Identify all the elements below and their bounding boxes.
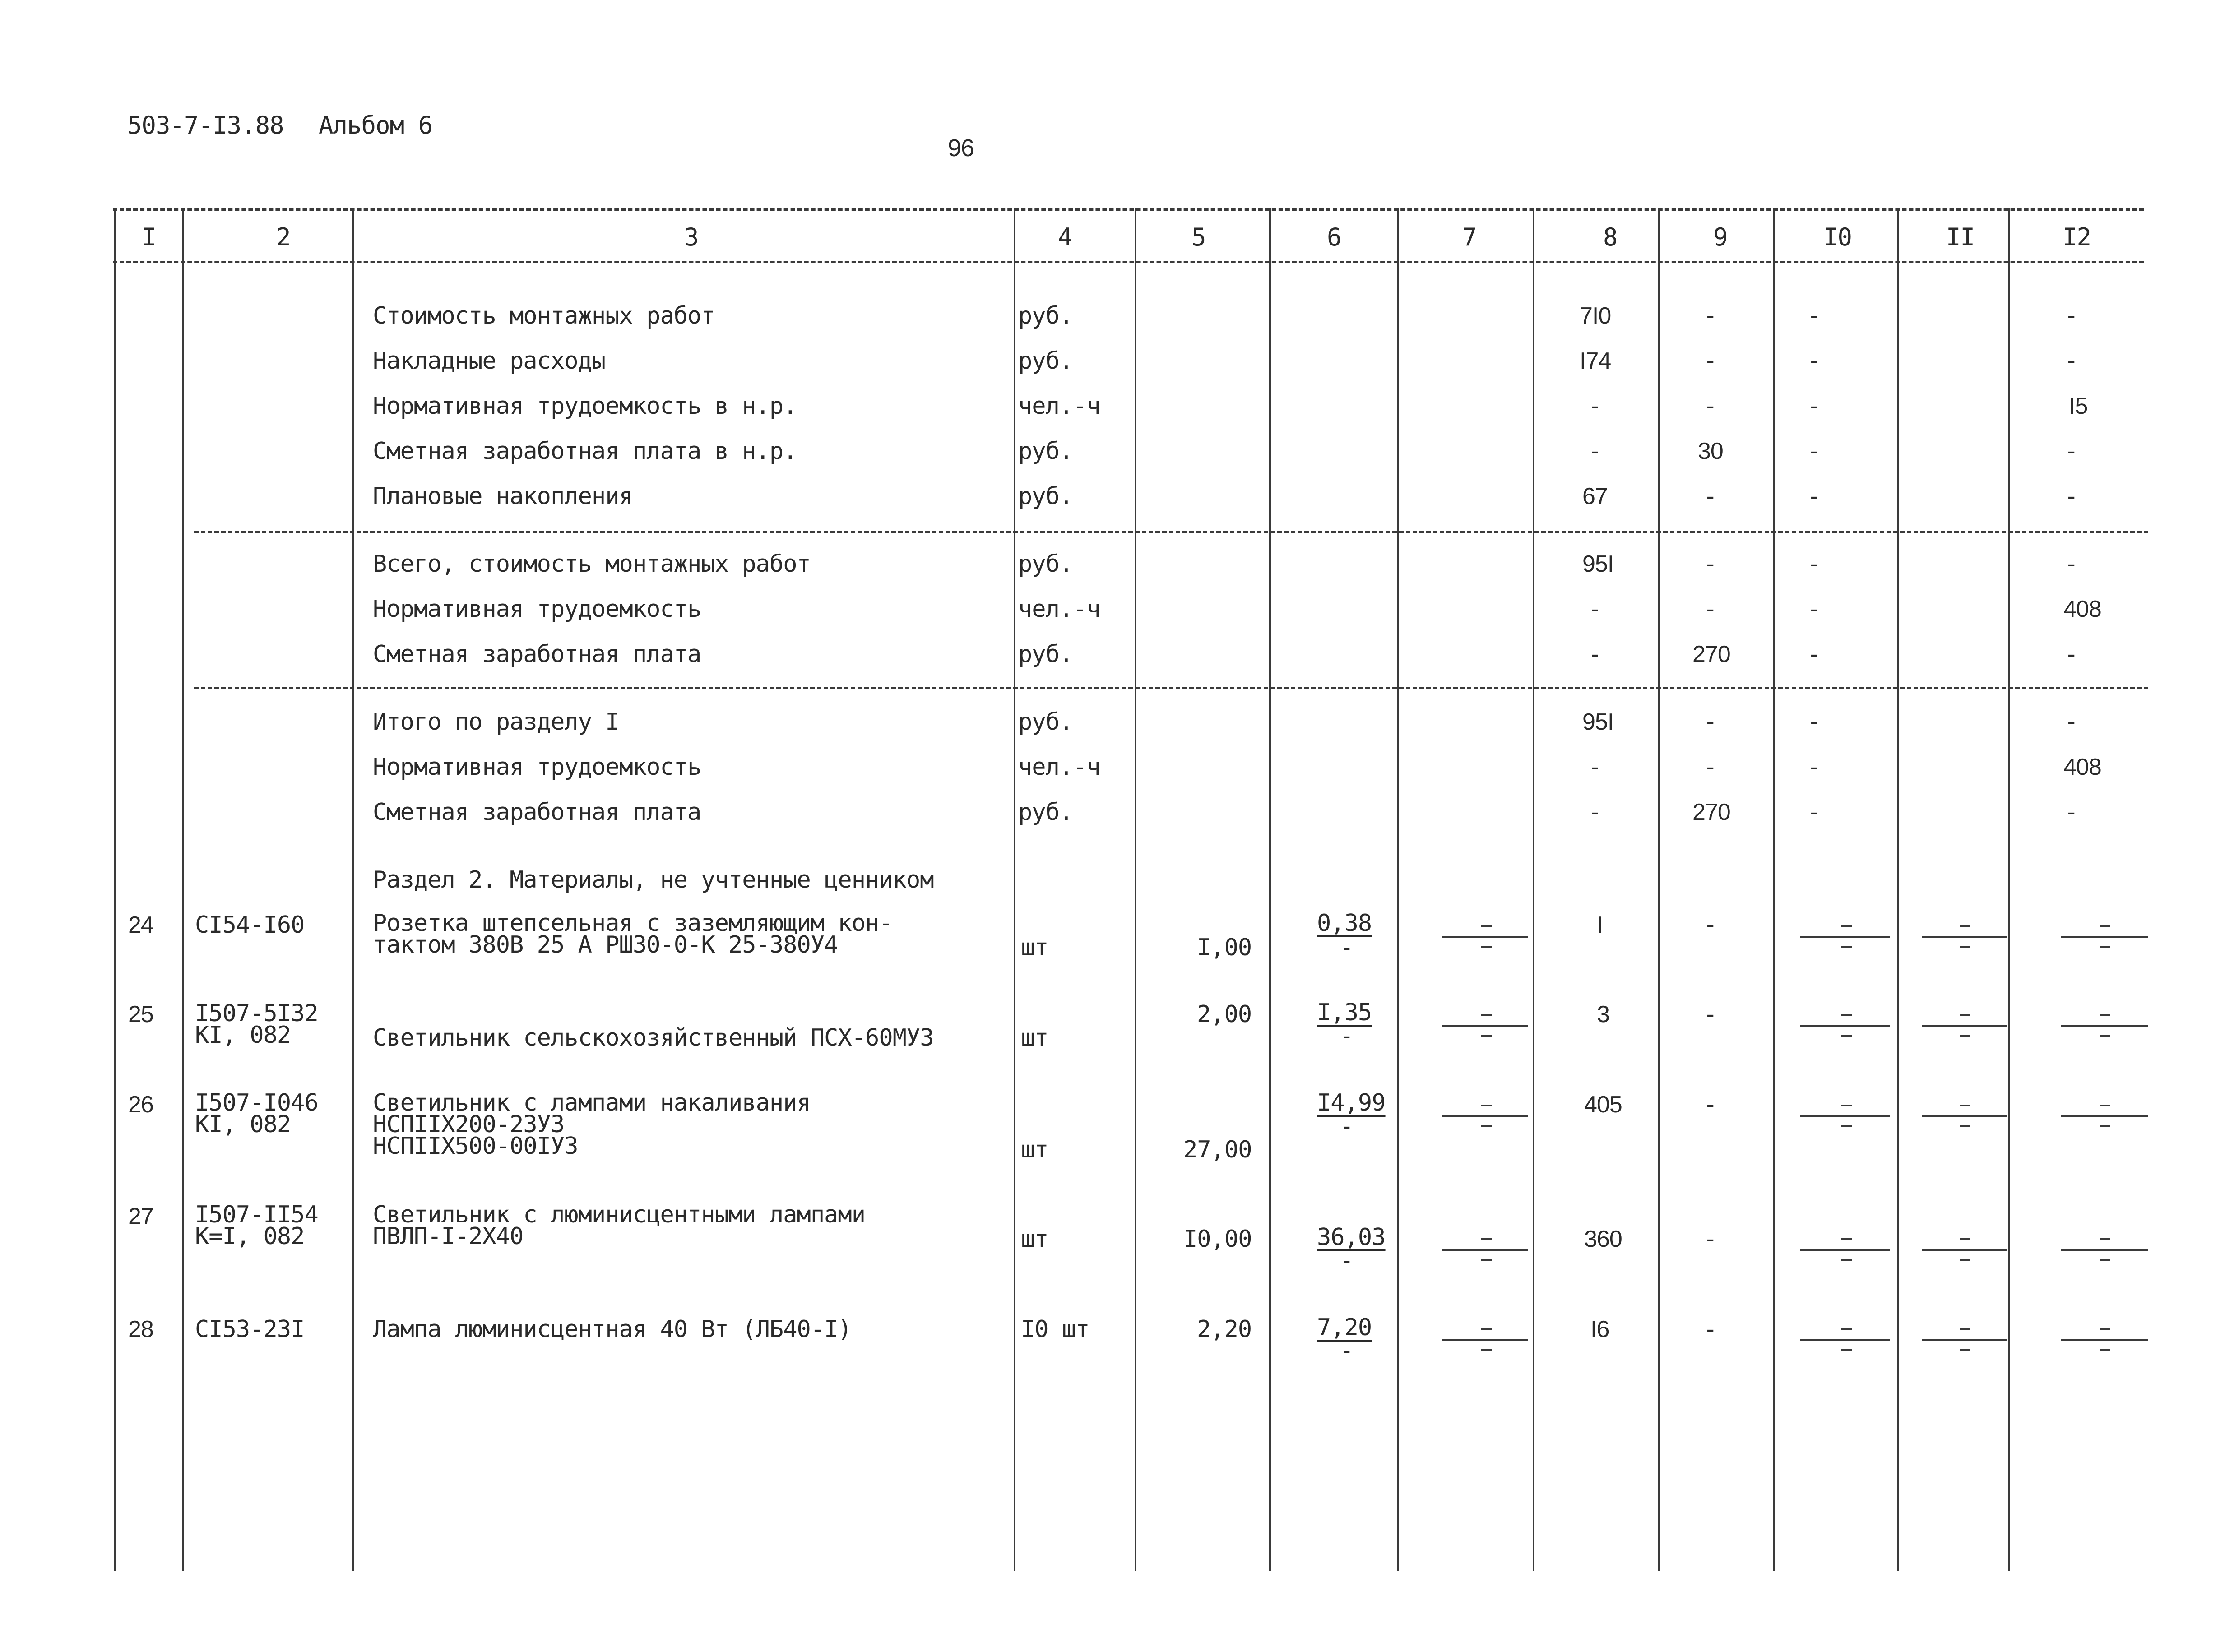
col-number: 9 <box>1713 223 1728 251</box>
cell-c8: - <box>1588 799 1602 826</box>
row-name: Нормативная трудоемкость в н.р. <box>373 393 797 420</box>
fraction-denominator-dash <box>1841 1259 1852 1261</box>
item-name-line: Лампа люминисцентная 40 Вт (ЛБ40-I) <box>373 1316 852 1343</box>
cell-c9: 270 <box>1692 799 1730 825</box>
fraction-numerator-dash <box>1960 1014 1970 1016</box>
fraction-denominator-dash <box>1960 1349 1970 1351</box>
item-qty: 2,20 <box>1197 1316 1252 1343</box>
item-code: I507-5I32 <box>195 1000 318 1027</box>
fraction-denominator-dash <box>1481 946 1492 948</box>
cell-c8: - <box>1588 438 1602 465</box>
row-name: Нормативная трудоемкость <box>373 596 701 623</box>
cell-c8: I74 <box>1580 348 1611 374</box>
row-unit: руб. <box>1018 302 1073 329</box>
fraction-line <box>1800 936 1890 938</box>
cell-c9: - <box>1703 1226 1717 1253</box>
item-name-line: ПВЛП-I-2X40 <box>373 1223 524 1250</box>
fraction-numerator-dash <box>1481 1328 1492 1330</box>
cell-c10: - <box>1807 551 1821 578</box>
fraction-numerator-dash <box>1960 1238 1970 1240</box>
item-unit: шт <box>1021 934 1048 961</box>
cell-c8: 95I <box>1582 709 1614 735</box>
page-number: 96 <box>948 134 974 162</box>
cell-c12: - <box>2064 483 2078 510</box>
item-name-line: НСПIIX500-00IУ3 <box>373 1133 578 1160</box>
fraction-denominator-dash <box>1960 1125 1970 1127</box>
col-number: I <box>142 223 156 251</box>
col-number: 4 <box>1058 223 1072 251</box>
col-number: 5 <box>1191 223 1206 251</box>
cell-c8: 3 <box>1597 1001 1609 1027</box>
item-name-line: Розетка штепсельная с заземляющим кон- <box>373 910 893 937</box>
row-unit: руб. <box>1018 641 1073 668</box>
cell-c8: I6 <box>1590 1316 1609 1342</box>
col-number: 7 <box>1462 223 1477 251</box>
fraction-line <box>1922 1339 2007 1341</box>
cell-c9: 30 <box>1698 438 1723 464</box>
row-unit: чел.-ч <box>1018 754 1100 781</box>
fraction-numerator-dash <box>1841 1105 1852 1106</box>
item-price: 36,03 <box>1317 1224 1386 1251</box>
cell-c8: 95I <box>1582 551 1614 577</box>
fraction-denominator-dash <box>1841 1125 1852 1127</box>
item-name-line: Светильник сельскохозяйственный ПСХ-60МУЗ <box>373 1024 934 1051</box>
item-qty: I,00 <box>1197 934 1252 961</box>
cell-c12: I5 <box>2069 393 2088 419</box>
col-border <box>1533 208 1534 1571</box>
fraction-numerator-dash <box>2100 1328 2110 1330</box>
col-border <box>1014 208 1015 1571</box>
block-separator <box>194 687 2148 689</box>
cell-c12: 408 <box>2063 754 2101 780</box>
cell-c8: - <box>1588 641 1602 668</box>
cell-c10: - <box>1807 641 1821 668</box>
fraction-denominator-dash <box>1841 946 1852 948</box>
table-top-line <box>113 208 2144 211</box>
cell-c9: - <box>1703 754 1717 781</box>
item-price-sub: - <box>1340 1023 1354 1050</box>
col-number: 2 <box>276 223 291 251</box>
fraction-line <box>1800 1339 1890 1341</box>
cell-c9: - <box>1703 1001 1717 1028</box>
fraction-denominator-dash <box>2100 1035 2110 1037</box>
fraction-line <box>1922 1025 2007 1027</box>
col-border <box>1269 208 1271 1571</box>
cell-c8: 360 <box>1584 1226 1622 1252</box>
row-unit: чел.-ч <box>1018 393 1100 420</box>
cell-c8: 7I0 <box>1580 303 1611 329</box>
item-qty: 2,00 <box>1197 1001 1252 1028</box>
cell-c12: - <box>2064 302 2078 329</box>
item-qty: 27,00 <box>1183 1136 1252 1163</box>
item-number: 26 <box>128 1092 153 1118</box>
cell-c12: 408 <box>2063 596 2101 622</box>
cell-c9: - <box>1703 347 1717 375</box>
cell-c12: - <box>2064 799 2078 826</box>
cell-c10: - <box>1807 302 1821 329</box>
fraction-line <box>2061 1025 2148 1027</box>
fraction-numerator-dash <box>1960 1328 1970 1330</box>
row-unit: руб. <box>1018 708 1073 736</box>
item-code: K=I, 082 <box>195 1223 305 1250</box>
cell-c10: - <box>1807 596 1821 623</box>
col-border <box>1897 208 1899 1571</box>
item-price: 0,38 <box>1317 910 1372 937</box>
fraction-numerator-dash <box>2100 1014 2110 1016</box>
cell-c12: - <box>2064 347 2078 375</box>
cell-c10: - <box>1807 438 1821 465</box>
fraction-numerator-dash <box>2100 925 2110 927</box>
fraction-numerator-dash <box>1960 925 1970 927</box>
row-name: Сметная заработная плата в н.р. <box>373 438 797 465</box>
col-number: 6 <box>1327 223 1341 251</box>
col-number: II <box>1946 223 1975 251</box>
col-border <box>1135 208 1136 1571</box>
cell-c9: - <box>1703 708 1717 736</box>
fraction-denominator-dash <box>1481 1349 1492 1351</box>
fraction-line <box>1800 1115 1890 1117</box>
cell-c8: I <box>1597 912 1603 938</box>
fraction-denominator-dash <box>1960 946 1970 948</box>
fraction-numerator-dash <box>1841 1014 1852 1016</box>
cell-c8: 405 <box>1584 1092 1622 1118</box>
cell-c8: - <box>1588 754 1602 781</box>
fraction-denominator-dash <box>1481 1125 1492 1127</box>
cell-c9: - <box>1703 1316 1717 1343</box>
item-price: I,35 <box>1317 999 1372 1026</box>
row-unit: руб. <box>1018 799 1073 826</box>
fraction-numerator-dash <box>1481 1105 1492 1106</box>
col-border <box>1397 208 1399 1571</box>
fraction-line <box>2061 1339 2148 1341</box>
fraction-numerator-dash <box>1841 1328 1852 1330</box>
item-number: 27 <box>128 1203 153 1230</box>
cell-c12: - <box>2064 438 2078 465</box>
section-title: Раздел 2. Материалы, не учтенные ценником <box>373 866 934 893</box>
fraction-line <box>1442 936 1528 938</box>
fraction-numerator-dash <box>1960 1105 1970 1106</box>
fraction-line <box>1922 936 2007 938</box>
item-code: KI, 082 <box>195 1022 291 1049</box>
cell-c9: - <box>1703 483 1717 510</box>
fraction-numerator-dash <box>1841 925 1852 927</box>
item-code: KI, 082 <box>195 1111 291 1138</box>
row-name: Сметная заработная плата <box>373 641 701 668</box>
col-number: 3 <box>684 223 699 251</box>
col-border <box>1658 208 1660 1571</box>
fraction-line <box>1922 1249 2007 1251</box>
item-unit: шт <box>1021 1136 1048 1163</box>
item-unit: шт <box>1021 1226 1048 1253</box>
cell-c8: - <box>1588 393 1602 420</box>
cell-c9: - <box>1703 393 1717 420</box>
item-name-line: Светильник с люминисцентными лампами <box>373 1201 866 1228</box>
row-unit: руб. <box>1018 483 1073 510</box>
col-number: 8 <box>1603 223 1618 251</box>
col-border <box>182 208 184 1571</box>
item-code: I507-II54 <box>195 1201 318 1228</box>
cell-c9: 270 <box>1692 641 1730 667</box>
item-price-sub: - <box>1340 1247 1354 1274</box>
col-border <box>1773 208 1775 1571</box>
fraction-denominator-dash <box>2100 946 2110 948</box>
album-label: Альбом 6 <box>319 111 433 139</box>
header-bottom-line <box>113 261 2144 263</box>
fraction-numerator-dash <box>1841 1238 1852 1240</box>
fraction-line <box>2061 1115 2148 1117</box>
fraction-denominator-dash <box>1960 1259 1970 1261</box>
fraction-denominator-dash <box>2100 1349 2110 1351</box>
row-name: Плановые накопления <box>373 483 633 510</box>
item-number: 24 <box>128 912 153 938</box>
fraction-line <box>1800 1249 1890 1251</box>
item-price-sub: - <box>1340 1337 1354 1365</box>
row-name: Нормативная трудоемкость <box>373 754 701 781</box>
fraction-line <box>1800 1025 1890 1027</box>
fraction-numerator-dash <box>1481 925 1492 927</box>
cell-c9: - <box>1703 302 1717 329</box>
fraction-line <box>1442 1025 1528 1027</box>
doc-code: 503-7-I3.88 <box>127 111 284 139</box>
item-code: I507-I046 <box>195 1089 318 1116</box>
fraction-denominator-dash <box>2100 1125 2110 1127</box>
fraction-line <box>1442 1249 1528 1251</box>
cell-c10: - <box>1807 708 1821 736</box>
item-price-sub: - <box>1340 934 1354 961</box>
cell-c8: - <box>1588 596 1602 623</box>
fraction-numerator-dash <box>2100 1105 2110 1106</box>
fraction-line <box>2061 936 2148 938</box>
fraction-numerator-dash <box>1481 1014 1492 1016</box>
row-unit: руб. <box>1018 438 1073 465</box>
item-code: CI54-I60 <box>195 912 305 939</box>
fraction-denominator-dash <box>1481 1035 1492 1037</box>
cell-c12: - <box>2064 708 2078 736</box>
row-unit: руб. <box>1018 551 1073 578</box>
cell-c12: - <box>2064 551 2078 578</box>
fraction-denominator-dash <box>1481 1259 1492 1261</box>
cell-c8: 67 <box>1582 483 1608 509</box>
item-price: I4,99 <box>1317 1089 1386 1116</box>
col-number: I0 <box>1823 223 1852 251</box>
item-name-line: тактом 380В 25 А РШ30-0-К 25-380У4 <box>373 931 838 958</box>
cell-c9: - <box>1703 596 1717 623</box>
fraction-numerator-dash <box>1481 1238 1492 1240</box>
fraction-denominator-dash <box>1841 1035 1852 1037</box>
fraction-line <box>1442 1115 1528 1117</box>
fraction-denominator-dash <box>1841 1349 1852 1351</box>
item-unit: шт <box>1021 1024 1048 1051</box>
item-name-line: Светильник с лампами накаливания <box>373 1089 811 1116</box>
item-unit: I0 шт <box>1021 1316 1089 1343</box>
cell-c10: - <box>1807 347 1821 375</box>
row-name: Итого по разделу I <box>373 708 619 736</box>
col-border <box>352 208 354 1571</box>
cell-c12: - <box>2064 641 2078 668</box>
fraction-denominator-dash <box>1960 1035 1970 1037</box>
item-price-sub: - <box>1340 1113 1354 1140</box>
row-unit: чел.-ч <box>1018 596 1100 623</box>
block-separator <box>194 531 2148 533</box>
row-unit: руб. <box>1018 347 1073 375</box>
row-name: Стоимость монтажных работ <box>373 302 715 329</box>
col-border <box>114 208 116 1571</box>
cell-c10: - <box>1807 754 1821 781</box>
fraction-line <box>1922 1115 2007 1117</box>
cell-c10: - <box>1807 483 1821 510</box>
cell-c10: - <box>1807 799 1821 826</box>
row-name: Сметная заработная плата <box>373 799 701 826</box>
fraction-numerator-dash <box>2100 1238 2110 1240</box>
item-code: CI53-23I <box>195 1316 305 1343</box>
fraction-line <box>1442 1339 1528 1341</box>
cell-c9: - <box>1703 912 1717 939</box>
cell-c9: - <box>1703 551 1717 578</box>
item-qty: I0,00 <box>1183 1226 1252 1253</box>
fraction-line <box>2061 1249 2148 1251</box>
cell-c9: - <box>1703 1091 1717 1118</box>
item-number: 28 <box>128 1316 153 1342</box>
item-number: 25 <box>128 1001 153 1027</box>
col-border <box>2008 208 2010 1571</box>
cell-c10: - <box>1807 393 1821 420</box>
row-name: Накладные расходы <box>373 347 606 375</box>
item-price: 7,20 <box>1317 1314 1372 1341</box>
fraction-denominator-dash <box>2100 1259 2110 1261</box>
row-name: Всего, стоимость монтажных работ <box>373 551 811 578</box>
item-name-line: НСПIIX200-23У3 <box>373 1111 565 1138</box>
col-number: I2 <box>2063 223 2091 251</box>
